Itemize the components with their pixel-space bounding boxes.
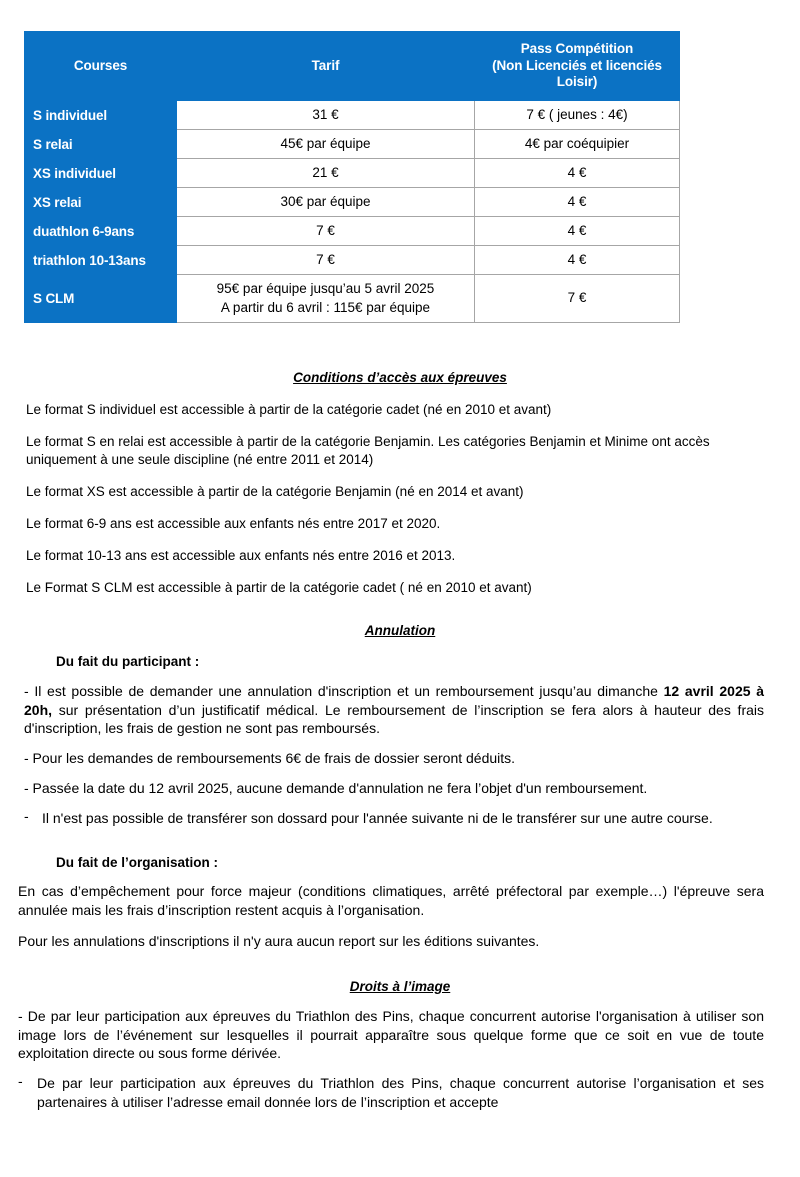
condition-item: Le format XS est accessible à partir de la catégorie Benjamin (né en 2014 et avant) (26, 483, 524, 499)
dash-bullet-icon: - (24, 808, 29, 825)
condition-item: Le format S individuel est accessible à partir de la catégorie cadet (né en 2010 et avant) (26, 402, 552, 417)
annulation-p1-part2: sur présentation d’un justificatif médical. Le remboursement de l’inscription se fera alors à hauteur des frais d'inscription, les frais de gestion ne sont pas remboursés. (24, 701, 764, 737)
section-title-conditions: Conditions d’accès aux épreuves (293, 370, 507, 385)
row-tarif-value: 31 € (177, 101, 475, 130)
header-pass-competition (475, 32, 680, 101)
header-pass-line1: Pass Compétition (520, 41, 634, 57)
tarif-line-2: A partir du 6 avril : 115€ par équipe (220, 299, 431, 315)
table-row (25, 275, 680, 323)
header-pass-line3: Loisir) (556, 74, 598, 90)
tariff-table-container (24, 31, 679, 323)
row-pass-value: 7 € (475, 275, 680, 323)
organisation-paragraph-2: Pour les annulations d'inscriptions il n'y aura aucun report sur les éditions suivantes. (18, 932, 540, 949)
section-title-annulation: Annulation (364, 622, 436, 638)
row-course-name: triathlon 10-13ans (25, 246, 177, 275)
table-row (25, 217, 680, 246)
row-tarif-value: 7 € (177, 217, 475, 246)
dash-bullet-icon: - (18, 1073, 23, 1090)
row-pass-value: 4 € (475, 246, 680, 275)
row-pass-value: 4 € (475, 188, 680, 217)
header-pass-line2: (Non Licenciés et licenciés (492, 57, 662, 73)
tarif-line-1: 95€ par équipe jusqu’au 5 avril 2025 (216, 281, 435, 297)
row-tarif-value: 7 € (177, 246, 475, 275)
annulation-p1-part1: - Il est possible de demander une annulation d'inscription et un remboursement jusqu’au dimanche (24, 682, 664, 699)
annulation-organisation-block (0, 870, 800, 951)
table-header-row (25, 32, 680, 101)
row-course-name: S individuel (25, 101, 177, 130)
table-row (25, 130, 680, 159)
document-body (0, 360, 800, 1112)
condition-item: Le Format S CLM est accessible à partir de la catégorie cadet ( né en 2010 et avant) (26, 579, 532, 595)
row-course-name: XS relai (25, 188, 177, 217)
row-course-name: XS individuel (25, 159, 177, 188)
row-tarif-value: 45€ par équipe (177, 130, 475, 159)
droits-paragraph-2 (18, 1074, 764, 1112)
tariff-table (24, 31, 680, 323)
row-tarif-value: 21 € (177, 159, 475, 188)
section-title-droits-image: Droits à l’image (349, 978, 451, 994)
annulation-paragraph-4 (24, 809, 764, 828)
annulation-paragraph-3: - Passée la date du 12 avril 2025, aucune demande d'annulation ne fera l’objet d'un remboursement. (24, 780, 648, 797)
organisation-paragraph-1: En cas d’empêchement pour force majeur (conditions climatiques, arrêté préfectoral par exemple…) l'épreuve sera annulée mais les frais d’inscription restent acquis à l’organisation. (18, 883, 764, 918)
row-tarif-value (177, 275, 475, 323)
droits-paragraph-1: - De par leur participation aux épreuves du Triathlon des Pins, chaque concurrent autorise l'organisation à utiliser son image lors de l’événement sur lesquelles il pourrait apparaître sous quelque forme que ce soit en vue de toute exploitation directe ou sous forme dérivée. (18, 1007, 764, 1062)
droits-image-block (0, 994, 800, 1112)
annulation-paragraph-1 (24, 682, 764, 739)
table-row (25, 188, 680, 217)
table-row (25, 246, 680, 275)
row-pass-value: 4 € (475, 159, 680, 188)
row-tarif-value: 30€ par équipe (177, 188, 475, 217)
header-tarif: Tarif (177, 32, 475, 101)
condition-item: Le format 6-9 ans est accessible aux enfants nés entre 2017 et 2020. (26, 515, 441, 531)
droits-p2-text: De par leur participation aux épreuves du Triathlon des Pins, chaque concurrent autorise l’organisation et ses partenaires à utiliser l’adresse email donnée lors de l’inscription et accepte (37, 1075, 764, 1111)
row-pass-value: 4€ par coéquipier (475, 130, 680, 159)
condition-item: Le format S en relai est accessible à partir de la catégorie Benjamin. Les catégories Benjamin et Minime ont accès uniquement à une seule discipline (né entre 2011 et 2014) (26, 433, 710, 467)
subheading-participant: Du fait du participant : (56, 653, 200, 669)
table-row (25, 101, 680, 130)
annulation-deadline-date: 12 avril 2025 à 20h, (24, 682, 764, 718)
subheading-organisation: Du fait de l’organisation : (56, 855, 219, 871)
row-pass-value: 7 € ( jeunes : 4€) (475, 101, 680, 130)
condition-item: Le format 10-13 ans est accessible aux enfants nés entre 2016 et 2013. (26, 547, 456, 563)
annulation-p4-text: Il n'est pas possible de transférer son dossard pour l'année suivante ni de le transférer sur une autre course. (42, 810, 713, 827)
row-course-name: S relai (25, 130, 177, 159)
annulation-paragraph-2: - Pour les demandes de remboursements 6€ de frais de dossier seront déduits. (24, 750, 516, 767)
row-course-name: duathlon 6-9ans (25, 217, 177, 246)
row-pass-value: 4 € (475, 217, 680, 246)
conditions-list (0, 401, 800, 597)
header-courses: Courses (25, 32, 177, 101)
annulation-participant-block (0, 669, 800, 828)
row-course-name: S CLM (25, 275, 177, 323)
table-row (25, 159, 680, 188)
